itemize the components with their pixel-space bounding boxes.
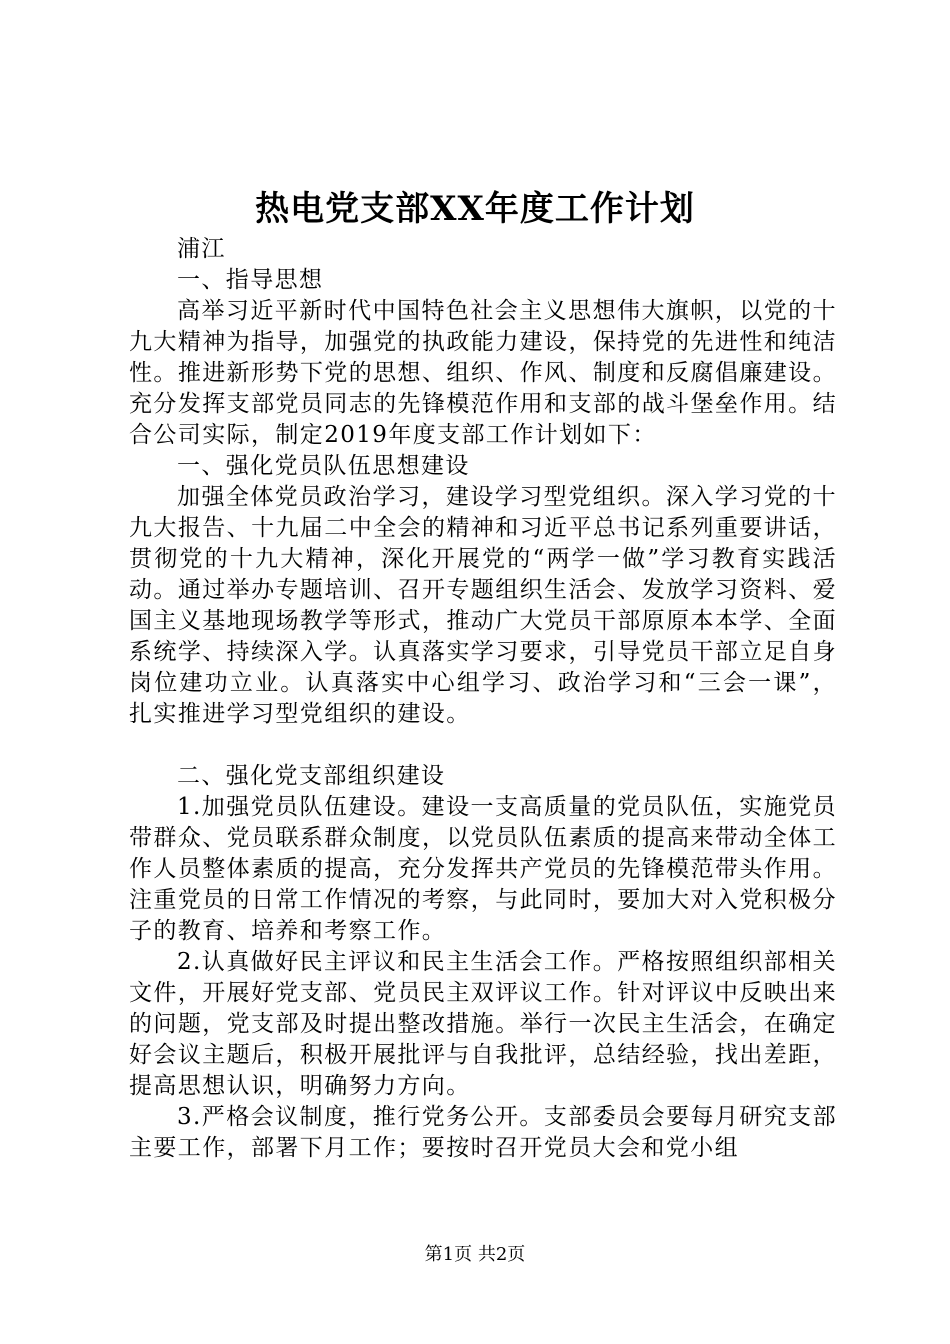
section-paragraph: 3.严格会议制度，推行党务公开。支部委员会要每月研究支部主要工作，部署下月工作；要按时召开党员大会和党小组 [129, 1104, 837, 1161]
section-paragraph: 2.认真做好民主评议和民主生活会工作。严格按照组织部相关文件，开展好党支部、党员民主双评议工作。针对评议中反映出来的问题，党支部及时提出整改措施。举行一次民主生活会，在确定好会议主题后，积极开展批评与自我批评，总结经验，找出差距，提高思想认识，明确努力方向。 [129, 949, 837, 1099]
document-body [129, 234, 837, 1164]
document-title: 热电党支部XX年度工作计划 [255, 189, 695, 229]
section-paragraph: 1.加强党员队伍建设。建设一支高质量的党员队伍，实施党员带群众、党员联系群众制度，以党员队伍素质的提高来带动全体工作人员整体素质的提高，充分发挥共产党员的先锋模范带头作用。注重党员的日常工作情况的考察，与此同时，要加大对入党积极分子的教育、培养和考察工作。 [129, 794, 837, 944]
author-line: 浦江 [177, 236, 226, 262]
section-heading: 一、指导思想 [177, 267, 324, 293]
section-paragraph: 高举习近平新时代中国特色社会主义思想伟大旗帜，以党的十九大精神为指导，加强党的执政能力建设，保持党的先进性和纯洁性。推进新形势下党的思想、组织、作风、制度和反腐倡廉建设。充分发挥支部党员同志的先锋模范作用和支部的战斗堡垒作用。结合公司实际，制定2019年度支部工作计划如下： [129, 298, 837, 448]
section-paragraph: 加强全体党员政治学习，建设学习型党组织。深入学习党的十九大报告、十九届二中全会的精神和习近平总书记系列重要讲话，贯彻党的十九大精神，深化开展党的“两学一做”学习教育实践活动。通过举办专题培训、召开专题组织生活会、发放学习资料、爱国主义基地现场教学等形式，推动广大党员干部原原本本学、全面系统学、持续深入学。认真落实学习要求，引导党员干部立足自身岗位建功立业。认真落实中心组学习、政治学习和“三会一课”，扎实推进学习型党组织的建设。 [129, 484, 837, 727]
page-number-footer: 第1页 共2页 [424, 1244, 526, 1265]
section-heading: 二、强化党支部组织建设 [177, 763, 446, 789]
section-heading: 一、强化党员队伍思想建设 [177, 453, 470, 479]
